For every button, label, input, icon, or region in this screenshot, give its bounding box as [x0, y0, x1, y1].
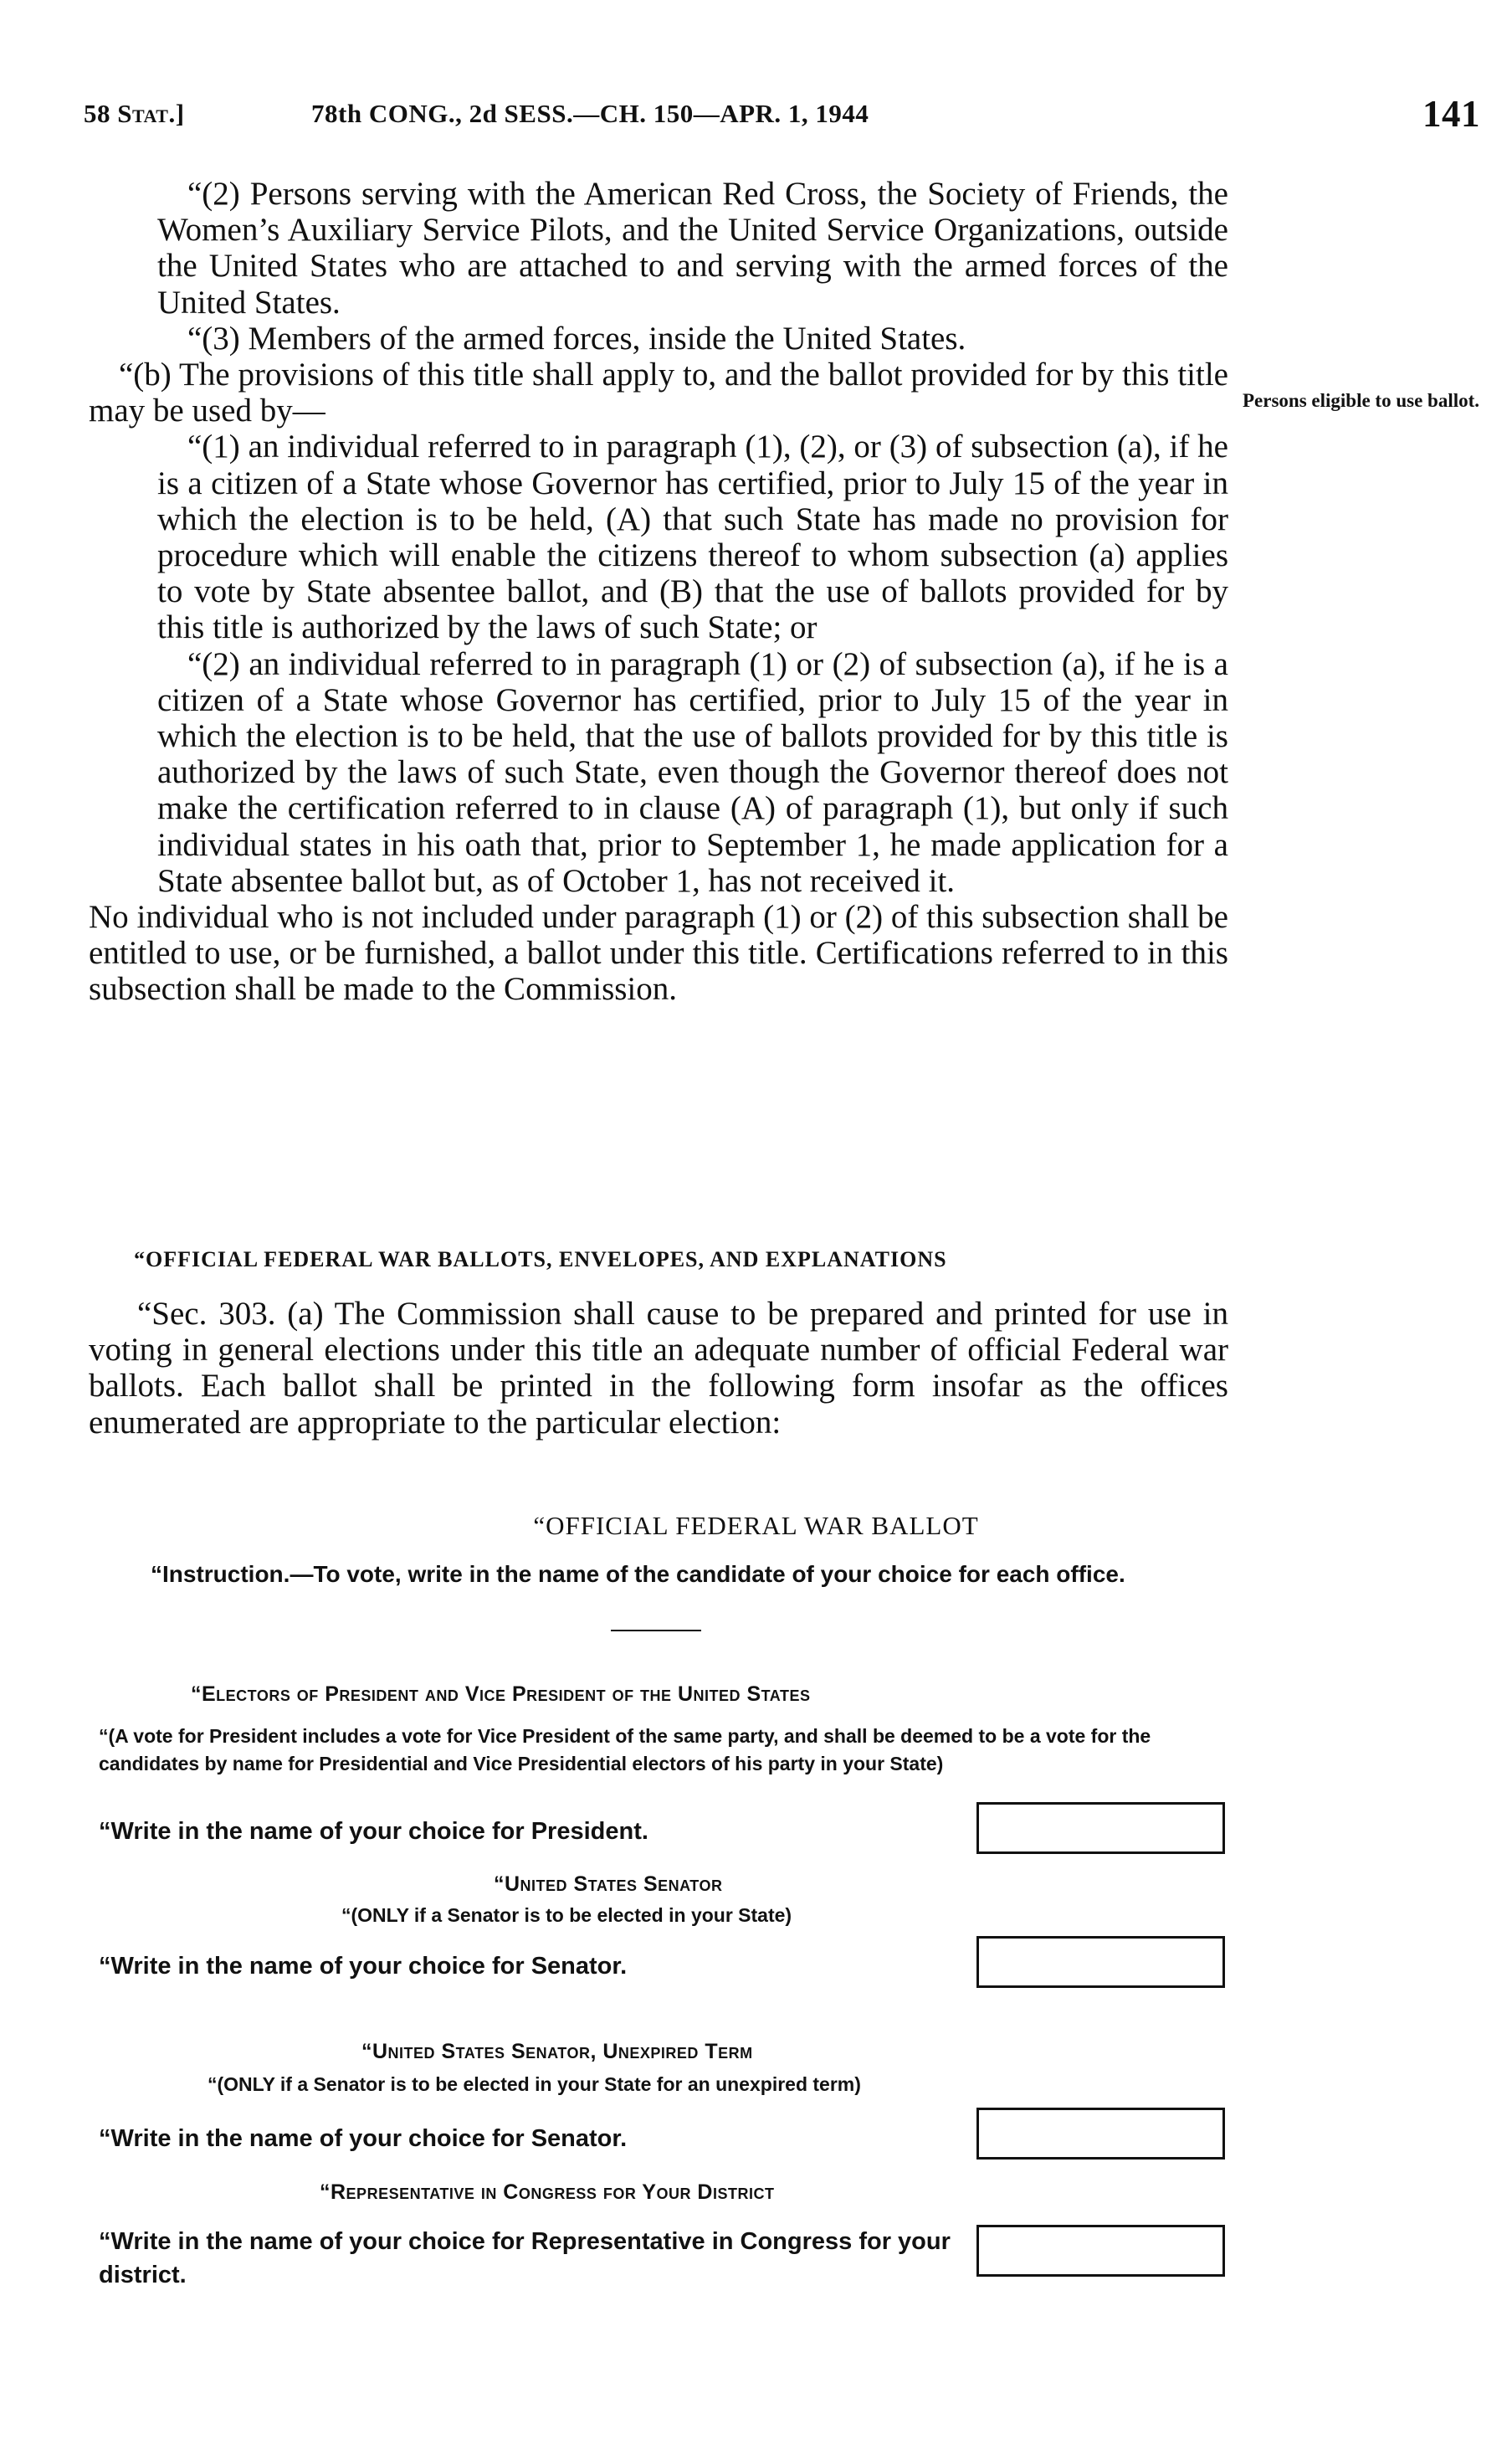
paragraph-a3: “(3) Members of the armed forces, inside the United States. — [187, 320, 966, 357]
statute-reference: 58 Stat.] — [84, 99, 185, 128]
subsection-b: “(b) The provisions of this title shall apply to, and the ballot provided for by this title may be used by— — [89, 357, 1228, 429]
senator-write-in-field[interactable] — [979, 1939, 1222, 1985]
senator-unexpired-note: “(ONLY if a Senator is to be elected in your State for an unexpired term) — [208, 2073, 861, 2095]
senator-note: “(ONLY if a Senator is to be elected in your State) — [341, 1904, 792, 1926]
senator-heading: “United States Senator — [494, 1872, 723, 1896]
senator-unexpired-write-in-box[interactable] — [976, 2108, 1225, 2160]
senator-unexpired-write-in-field[interactable] — [979, 2110, 1222, 2157]
section-303-text: “Sec. 303. (a) The Commission shall cause to be prepared and printed for use in voting in general elections under this title an adequate number of official Federal war ballots. Each ballot shall be printed in the following form insofar as the offices enumerated are appropriate to the particular election: — [89, 1296, 1228, 1441]
closing-paragraph: No individual who is not included under paragraph (1) or (2) of this subsection shall be entitled to use, or be furnished, a ballot under this title. Certifications referred to in this subsection shall be made to the Commission. — [89, 899, 1228, 1008]
senator-prompt: “Write in the name of your choice for Senator. — [99, 1953, 628, 1980]
section-heading: “OFFICIAL FEDERAL WAR BALLOTS, ENVELOPES, AND EXPLANATIONS — [134, 1247, 947, 1271]
senator-write-in-box[interactable] — [976, 1936, 1225, 1988]
president-note: “(A vote for President includes a vote for Vice President of the same party, and shall be deemed to be a vote for the candidates by name for Presidential and Vice Presidential electors of his party in your State) — [99, 1725, 1151, 1774]
section-303 — [89, 1296, 1228, 1441]
representative-write-in-box[interactable] — [976, 2225, 1225, 2277]
president-write-in-field[interactable] — [979, 1805, 1222, 1851]
president-heading: “Electors of President and Vice President of the United States — [191, 1682, 811, 1706]
paragraph-b2: “(2) an individual referred to in paragraph (1) or (2) of subsection (a), if he is a citizen of a State whose Governor has certified, prior to July 15 of the year in which the election is to be held, that the use of ballots provided for by this title is authorized by the laws of such State, even though the Governor thereof does not make the certification referred to in clause (A) of paragraph (1), but only if such individual states in his oath that, prior to September 1, he made application for a State absentee ballot but, as of October 1, has not received it. — [157, 645, 1228, 899]
margin-note: Persons eligible to use ballot. — [1243, 390, 1480, 411]
senator-unexpired-heading: “United States Senator, Unexpired Term — [361, 2040, 753, 2063]
page-number: 141 — [1422, 93, 1480, 135]
representative-write-in-field[interactable] — [979, 2227, 1222, 2274]
statute-body — [89, 176, 1228, 1008]
ballot-title: “OFFICIAL FEDERAL WAR BALLOT — [533, 1511, 979, 1540]
session-citation: 78th CONG., 2d SESS.—CH. 150—APR. 1, 1944 — [311, 99, 869, 128]
divider-rule — [611, 1630, 701, 1631]
representative-prompt: “Write in the name of your choice for Representative in Congress for your district. — [99, 2228, 951, 2288]
senator-unexpired-prompt: “Write in the name of your choice for Senator. — [99, 2125, 628, 2152]
president-prompt: “Write in the name of your choice for President. — [99, 1818, 648, 1845]
ballot-instruction: “Instruction.—To vote, write in the name of the candidate of your choice for each office. — [151, 1561, 1125, 1587]
paragraph-a2: “(2) Persons serving with the American Red Cross, the Society of Friends, the Women’s Auxiliary Service Pilots, and the United Service Organizations, outside the United States who are attached to and serving with the armed forces of the United States. — [157, 176, 1228, 321]
representative-heading: “Representative in Congress for Your District — [320, 2180, 775, 2204]
paragraph-b1: “(1) an individual referred to in paragraph (1), (2), or (3) of subsection (a), if he is a citizen of a State whose Governor has certified, prior to July 15 of the year in which the election is to be held, (A) that such State has made no provision for procedure which will enable the citizens thereof to whom subsection (a) applies to vote by State absentee ballot, and (B) that the use of ballots provided for by this title is authorized by the laws of such State; or — [157, 429, 1228, 646]
president-write-in-box[interactable] — [976, 1802, 1225, 1854]
